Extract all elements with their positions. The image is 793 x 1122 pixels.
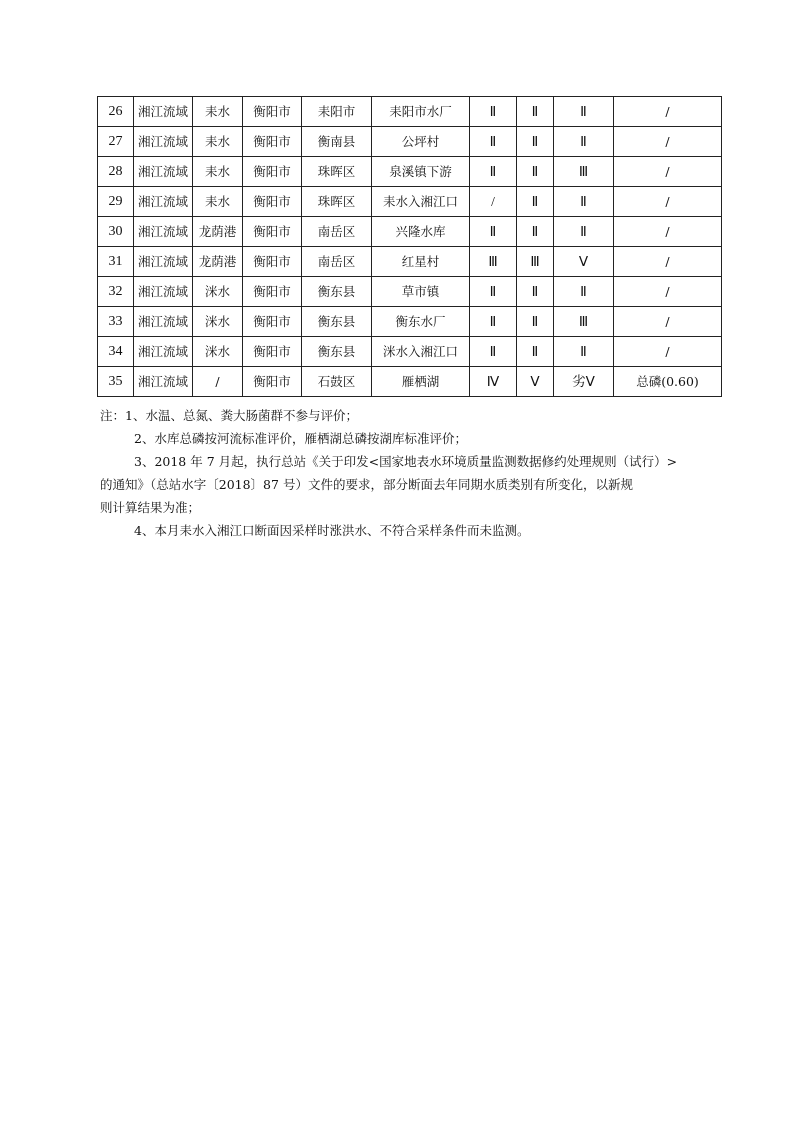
class-this-month-cell: Ⅱ bbox=[554, 97, 614, 127]
exceeding-item-cell: / bbox=[614, 307, 722, 337]
table-row bbox=[98, 187, 722, 217]
class-prev-year-cell: Ⅱ bbox=[470, 127, 517, 157]
class-this-month-cell: Ⅱ bbox=[554, 127, 614, 157]
class-prev-year-cell: Ⅱ bbox=[470, 217, 517, 247]
monitoring-table bbox=[97, 96, 722, 397]
class-prev-year-cell: Ⅱ bbox=[470, 157, 517, 187]
section-cell: 兴隆水库 bbox=[372, 217, 470, 247]
table-row bbox=[98, 367, 722, 397]
table-row bbox=[98, 157, 722, 187]
city-cell: 衡阳市 bbox=[243, 367, 302, 397]
row-number-cell: 35 bbox=[98, 367, 134, 397]
exceeding-item-cell: / bbox=[614, 187, 722, 217]
notes-section bbox=[100, 404, 724, 542]
class-prev-year-cell: Ⅱ bbox=[470, 337, 517, 367]
city-cell: 衡阳市 bbox=[243, 337, 302, 367]
section-cell: 耒水入湘江口 bbox=[372, 187, 470, 217]
county-cell: 石鼓区 bbox=[302, 367, 372, 397]
class-last-month-cell: Ⅱ bbox=[517, 127, 554, 157]
basin-cell: 湘江流域 bbox=[134, 187, 193, 217]
table-row bbox=[98, 97, 722, 127]
city-cell: 衡阳市 bbox=[243, 277, 302, 307]
class-this-month-cell: Ⅲ bbox=[554, 157, 614, 187]
river-cell: / bbox=[193, 367, 243, 397]
row-number-cell: 34 bbox=[98, 337, 134, 367]
class-last-month-cell: Ⅱ bbox=[517, 97, 554, 127]
county-cell: 南岳区 bbox=[302, 247, 372, 277]
class-this-month-cell: Ⅱ bbox=[554, 187, 614, 217]
exceeding-item-cell: / bbox=[614, 157, 722, 187]
class-last-month-cell: Ⅱ bbox=[517, 157, 554, 187]
water-quality-table bbox=[97, 96, 721, 397]
table-row bbox=[98, 307, 722, 337]
note-1: 注：1、水温、总氮、粪大肠菌群不参与评价； bbox=[100, 408, 358, 423]
river-cell: 龙荫港 bbox=[193, 217, 243, 247]
row-number-cell: 32 bbox=[98, 277, 134, 307]
class-this-month-cell: Ⅲ bbox=[554, 307, 614, 337]
city-cell: 衡阳市 bbox=[243, 97, 302, 127]
exceeding-item-cell: / bbox=[614, 337, 722, 367]
section-cell: 耒阳市水厂 bbox=[372, 97, 470, 127]
basin-cell: 湘江流域 bbox=[134, 337, 193, 367]
class-prev-year-cell: Ⅱ bbox=[470, 277, 517, 307]
class-this-month-cell: 劣Ⅴ bbox=[554, 367, 614, 397]
row-number-cell: 27 bbox=[98, 127, 134, 157]
city-cell: 衡阳市 bbox=[243, 187, 302, 217]
exceeding-item-cell: 总磷(0.60) bbox=[614, 367, 722, 397]
class-last-month-cell: Ⅲ bbox=[517, 247, 554, 277]
basin-cell: 湘江流域 bbox=[134, 217, 193, 247]
class-this-month-cell: Ⅱ bbox=[554, 337, 614, 367]
note-3-line-2: 的通知》（总站水字〔2018〕87 号）文件的要求，部分断面去年同期水质类别有所变化，以新规 bbox=[100, 477, 633, 492]
basin-cell: 湘江流域 bbox=[134, 157, 193, 187]
exceeding-item-cell: / bbox=[614, 97, 722, 127]
section-cell: 洣水入湘江口 bbox=[372, 337, 470, 367]
city-cell: 衡阳市 bbox=[243, 157, 302, 187]
exceeding-item-cell: / bbox=[614, 217, 722, 247]
river-cell: 耒水 bbox=[193, 157, 243, 187]
county-cell: 衡南县 bbox=[302, 127, 372, 157]
city-cell: 衡阳市 bbox=[243, 307, 302, 337]
river-cell: 洣水 bbox=[193, 277, 243, 307]
row-number-cell: 29 bbox=[98, 187, 134, 217]
note-4: 4、本月耒水入湘江口断面因采样时涨洪水、不符合采样条件而未监测。 bbox=[134, 523, 530, 538]
county-cell: 耒阳市 bbox=[302, 97, 372, 127]
county-cell: 衡东县 bbox=[302, 307, 372, 337]
class-prev-year-cell: Ⅲ bbox=[470, 247, 517, 277]
exceeding-item-cell: / bbox=[614, 277, 722, 307]
basin-cell: 湘江流域 bbox=[134, 277, 193, 307]
city-cell: 衡阳市 bbox=[243, 217, 302, 247]
basin-cell: 湘江流域 bbox=[134, 307, 193, 337]
county-cell: 珠晖区 bbox=[302, 157, 372, 187]
table-row bbox=[98, 217, 722, 247]
table-body bbox=[98, 97, 722, 397]
row-number-cell: 28 bbox=[98, 157, 134, 187]
county-cell: 珠晖区 bbox=[302, 187, 372, 217]
table-row bbox=[98, 337, 722, 367]
class-last-month-cell: Ⅱ bbox=[517, 277, 554, 307]
city-cell: 衡阳市 bbox=[243, 247, 302, 277]
class-prev-year-cell: / bbox=[470, 187, 517, 217]
basin-cell: 湘江流域 bbox=[134, 247, 193, 277]
river-cell: 耒水 bbox=[193, 97, 243, 127]
exceeding-item-cell: / bbox=[614, 247, 722, 277]
river-cell: 洣水 bbox=[193, 307, 243, 337]
section-cell: 衡东水厂 bbox=[372, 307, 470, 337]
class-prev-year-cell: Ⅳ bbox=[470, 367, 517, 397]
river-cell: 耒水 bbox=[193, 127, 243, 157]
table-row bbox=[98, 247, 722, 277]
class-last-month-cell: Ⅱ bbox=[517, 187, 554, 217]
county-cell: 衡东县 bbox=[302, 277, 372, 307]
basin-cell: 湘江流域 bbox=[134, 97, 193, 127]
section-cell: 雁栖湖 bbox=[372, 367, 470, 397]
row-number-cell: 31 bbox=[98, 247, 134, 277]
section-cell: 泉溪镇下游 bbox=[372, 157, 470, 187]
class-last-month-cell: Ⅴ bbox=[517, 367, 554, 397]
section-cell: 红星村 bbox=[372, 247, 470, 277]
row-number-cell: 33 bbox=[98, 307, 134, 337]
class-this-month-cell: Ⅴ bbox=[554, 247, 614, 277]
river-cell: 洣水 bbox=[193, 337, 243, 367]
class-prev-year-cell: Ⅱ bbox=[470, 97, 517, 127]
note-2: 2、水库总磷按河流标准评价，雁栖湖总磷按湖库标准评价； bbox=[134, 431, 467, 446]
class-prev-year-cell: Ⅱ bbox=[470, 307, 517, 337]
class-last-month-cell: Ⅱ bbox=[517, 337, 554, 367]
note-3-line-1: 3、2018 年 7 月起，执行总站《关于印发<国家地表水环境质量监测数据修约处理规则（试行）> bbox=[134, 454, 678, 469]
river-cell: 耒水 bbox=[193, 187, 243, 217]
exceeding-item-cell: / bbox=[614, 127, 722, 157]
county-cell: 衡东县 bbox=[302, 337, 372, 367]
county-cell: 南岳区 bbox=[302, 217, 372, 247]
note-3-line-3: 则计算结果为准； bbox=[100, 500, 201, 515]
city-cell: 衡阳市 bbox=[243, 127, 302, 157]
class-last-month-cell: Ⅱ bbox=[517, 217, 554, 247]
class-this-month-cell: Ⅱ bbox=[554, 217, 614, 247]
basin-cell: 湘江流域 bbox=[134, 367, 193, 397]
section-cell: 公坪村 bbox=[372, 127, 470, 157]
table-row bbox=[98, 277, 722, 307]
table-row bbox=[98, 127, 722, 157]
class-last-month-cell: Ⅱ bbox=[517, 307, 554, 337]
section-cell: 草市镇 bbox=[372, 277, 470, 307]
class-this-month-cell: Ⅱ bbox=[554, 277, 614, 307]
row-number-cell: 30 bbox=[98, 217, 134, 247]
row-number-cell: 26 bbox=[98, 97, 134, 127]
basin-cell: 湘江流域 bbox=[134, 127, 193, 157]
river-cell: 龙荫港 bbox=[193, 247, 243, 277]
